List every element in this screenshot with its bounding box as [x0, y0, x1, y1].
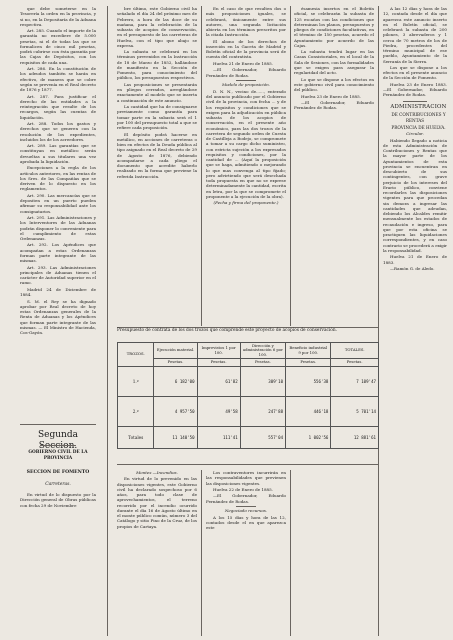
col2-para: Las proposiciones se presentarán en pliegos cerrados, arreglándose exactamente al modelo que se inserta a continuación de este anuncio. [117, 81, 197, 103]
col3-para: En el caso de que resulten dos o más proposiciones iguales, se celebrará, únicamente entre sus autores, una segunda licitación abierta en los términos prescritos por la citada Instrucción. [206, 6, 286, 38]
col1-para: Art. 286. En la constitución de los adeudos también se harán en efectivo, de manera que se cobre según se prevenía en el Real decreto de 1876 y 1877. [20, 66, 96, 93]
model-title: Modelo de proposición. [221, 82, 271, 88]
col2-para: La subasta se celebrará en los términos prevenidos en la Instrucción de 18 de Marzo de 1852, hallándose de manifiesto en la Sección de Fomento, para conocimiento del público, los presupuestos respectivos. [117, 49, 197, 81]
column-2-lower [117, 470, 197, 640]
cell: 4 957'50 [154, 396, 197, 426]
col1-last-para: En virtud de lo dispuesto por la Dirección general de Obras públicas con fecha 29 de Noviembre [20, 492, 96, 508]
admin-subheading: DE CONTRIBUCIONES Y RENTAS [391, 112, 446, 123]
circular-label: Circular. [406, 131, 424, 137]
column-1 [20, 6, 96, 424]
montes-para: En virtud de lo prevenido en las disposiciones vigentes, este Gobierno civil ha declarado sospechoso por 6 años, para todo clase de aprovechamientos, el terreno recorrido por el incendio ocurrido durante el día 16 de Agosto último en el monte público común, número 3 del Catálogo y sitio Pino de la Cruz, de los propios de Cartaya. [117, 476, 197, 529]
col3-signature: —El Gobernador, Eduardo Fernández de Rodas. [206, 67, 286, 78]
col3b-date: Huelva 22 de Enero de 1885. [213, 486, 273, 492]
column-2 [117, 6, 197, 326]
montes-title: Montes —Incendios. [136, 470, 178, 475]
col1-closing: S. M. el Rey se ha dignado aprobar por Real decreto de hoy estas Ordenanzas generales de la Renta de Aduanas y los Apéndices que forman parte integrante de las mismas. — El Ministro de Hacienda, Cos-Gayón. [20, 298, 96, 335]
subject-heading: Carreteras. [45, 482, 71, 487]
col2-para: El depósito podrá hacerse en metálico, en acciones de carreteras o bien en efectos de la Deuda pública al tipo asignado en el Real decreto de 29 de Agosto de 1876, debiendo acompañarse a cada pliego el documento que acredite haberlo realizado en la forma que previene la referida Instrucción. [117, 131, 197, 179]
col4-date: Huelva 23 de Enero de 1885. [301, 93, 361, 99]
col1-para: que debe someterse en la Tesorería la orden en la provincia, y si no, en la Depositaría de la Aduana respectiva. [20, 6, 96, 27]
th-totales: TOTALES. [331, 343, 379, 359]
cell: 446'18 [286, 396, 331, 426]
cell: 6 182'00 [154, 366, 197, 396]
th-imprevistos: Imprevistos 1 por 100. [197, 343, 240, 359]
total-cell: 12 881'61 [331, 426, 379, 448]
col2-para: La cantidad que ha de consignarse previamente como garantía para tomar parte en la subasta será el 1 por 100 del presupuesto total a que se refiere cada proposición. [117, 104, 197, 131]
th-units: Pesetas. [286, 359, 331, 366]
col3b-para: Los contraventores incurrirán en las responsabilidades que previenen las disposiciones vigentes. [206, 470, 286, 486]
col4-signature: —El Gobernador, Eduardo Fernández de Rodas. [294, 100, 374, 111]
cell: 49'58 [197, 396, 240, 426]
col2-para: bre último, este Gobierno civil ha señalado el día 24 del próximo mes de Febrero, a hora de las doce de su mañana, para la celebración de la subasta de acopios de conservación, en el presupuesto de las carreteras de Huelva, con el tipo que abajo se expresa. [117, 6, 197, 48]
negociado-title: Negociado recursos. [224, 508, 268, 514]
col5-date: Huelva 23 de Enero 1883.—El Gobernador, Eduardo Fernández de Rodas. [383, 81, 447, 98]
col1-para: Art. 287. Para justificar el derecho de las entidades a la reintegración que resulte de los recargos, según las cuentas de liquidación. [20, 93, 96, 120]
section-title: Segunda Seccion. [38, 430, 78, 451]
col4-para: ésamesia insertos en el Boletín oficial, se celebrarán la subasta de 125 escaños con las condiciones que determinan los planos, presupuestos y pliegos de condiciones facultativas, en el término de 150 pesetas, acuerdo el Ayuntamiento por acuerdo de las Cajas. [294, 6, 374, 48]
model-firma: (Fecha y firma del proponente.) [213, 200, 279, 206]
col1-para: Art. 293. Las Administraciones principales de Aduanas tienen el carácter de Autoridad superior en el ramo. [20, 264, 96, 286]
col3b-signature: —El Gobernador, Eduardo Fernández de Rodas. [206, 493, 286, 504]
department-heading: SECCION DE FOMENTO [26, 470, 90, 475]
col5-date: Huelva 21 de Enero de 1883. [383, 254, 447, 265]
total-label: Totales [118, 426, 154, 448]
column-3 [206, 6, 286, 326]
col1-para: Art. 290. Las mercancías que se depositen en un puerto pueden afirmar su responsabilidad ante los consignatarios. [20, 192, 96, 214]
th-units: Pesetas. [331, 359, 379, 366]
col1-para: Art. 289. Las garantías que se constituyan en metálico serán devueltas a sus titulares una vez aprobada la liquidación. [20, 143, 96, 164]
total-cell: 557'04 [240, 426, 285, 448]
col1-date: Madrid 24 de Diciembre de 1884. [20, 286, 96, 298]
column-divider [107, 6, 108, 636]
cell: 61'82 [197, 366, 240, 396]
col1-para: Art. 285. Cuando el importe de la garantía no excediere de 5.000 pesetas, ni el de todas las que se formalicen de cinco mil pesetas, podrá cubrirse con ésta garantía por las Cajas de Depósitos, con los requisitos de cada una. [20, 28, 96, 65]
col5-signature: —Ramón G. de Aledo. [390, 266, 435, 272]
government-heading: GOBIERNO CIVIL DE LA PROVINCIA [28, 450, 88, 461]
col1-para: Art. 288. Todos los gastos y derechos que se generen con la resolución de los expedientes, incluidos los de los acreedores. [20, 121, 96, 142]
row-order: 2.º [118, 396, 154, 426]
column-divider [201, 6, 202, 326]
row-order: 1.º [118, 366, 154, 396]
col1-para: Art. 291. Las Administraciones y los Interventores de las Aduanas podrán disponer lo conveniente para el cumplimiento de estas Ordenanzas. [20, 215, 96, 241]
th-units: Pesetas. [154, 359, 197, 366]
column-4 [294, 6, 374, 326]
model-text: D. N. N., vecino de......, enterado del anuncio publicado por el Gobierno civil de la provincia, con fecha ... y de los requisitos y condiciones que se exigen para la adjudicación en pública subasta de los acopios de conservación, en el presente año económico, para las dos trozos de la carretera de segundo orden de Cuesta de Castilleja a Bodejo, se compromete a tomar a su cargo dicho suministro, con estricta sujeción a los expresados requisitos y condiciones, por la cantidad de ... (Aquí la proposición que se haga, admitiendo o mejorando lo que mas convenga al tipo fijado; pero advirtiendo que será desechada toda propuesta en que no se exprese determinadamente la cantidad, escrita en letra, por la que se compromete el proponente a la ejecución de la obra). [206, 88, 286, 199]
divider [236, 80, 256, 81]
col5-para: Los que se dispone a los efectos en el presente anuncio de la Sección de Fomento. [383, 64, 447, 81]
cell: 7 109'47 [331, 366, 379, 396]
col5-para: Habiendo llegado a noticia de esta Administración de Contribuciones y Rentas que la mayor parte de los Ayuntamientos de esta provincia se encuentran en descubierto de sus contingentes, con grave perjuicio de los intereses del Erario público, conviene recordarles las disposiciones vigentes para que procedan sin demora a ingresar las cantidades que adeudan, debiendo los Alcaldes remitir mensualmente los estados de recaudación e ingreso, para que por esta oficina se practiquen las liquidaciones correspondientes, y en caso contrario se procederá a exigir la responsabilidad. [383, 137, 447, 253]
th-units: Pesetas. [197, 359, 240, 366]
column-divider [290, 6, 291, 326]
th-units: Pesetas. [240, 359, 285, 366]
cell: 5 701'14 [331, 396, 379, 426]
total-cell: 11 140'50 [154, 426, 197, 448]
th-trozos: TROZOS. [118, 343, 154, 367]
total-cell: 111'41 [197, 426, 240, 448]
col3-para: El abono de los derechos de inserción en la Gaceta de Madrid y Boletín oficial de la provincia será de cuenta del contratista. [206, 38, 286, 60]
cell: 556'38 [286, 366, 331, 396]
th-direccion: Dirección y administración 6 por 100. [240, 343, 285, 359]
column-divider [290, 470, 291, 636]
column-divider [201, 470, 202, 636]
divider [20, 424, 96, 425]
col5-para: A las 12 días y hora de las 12, contada desde el día que aparezca este anuncio inserto en el Boletín oficial, se celebrará la subasta de 200 pilones, 3 abrevaderos y 1 cerca de 70 metros de los de Piedra, procedentes del término municipal de ese pueblo, Ayuntamiento de la Serranía de la Sierra. [383, 6, 447, 64]
col1-para: Excepciones a la regla de los artículos anteriores, en las rentas de los Sres. de las Compañías que se deriven de lo dispuesto en los reglamentos. [20, 165, 96, 192]
column-divider [378, 6, 379, 636]
th-ejecucion: Ejecución material. [154, 343, 197, 359]
total-cell: 1 002'56 [286, 426, 331, 448]
col4-para: Lo que se dispone a los efectos en este gobierno civil para conocimiento del público. [294, 76, 374, 93]
admin-heading: ADMINISTRACION [390, 104, 447, 111]
cell: 309'10 [240, 366, 285, 396]
col3-date: Huelva 21 de Enero de 1885. [213, 60, 273, 66]
col3b-last: A los 15 días y hora de las 12, contados desde el en que aparezca este [206, 514, 286, 531]
th-beneficio: Beneficio industrial 9 por 100. [286, 343, 331, 359]
divider [236, 506, 256, 507]
budget-title: Presupuesto de contrata de los dos trozos que comprende este proyecto de acopios de conservación. [117, 328, 338, 333]
column-3-lower [206, 470, 286, 640]
col1-para: Art. 292. Los Apéndices que acompañan a estas Ordenanzas forman parte integrante de las mismas. [20, 242, 96, 264]
divider [403, 101, 427, 102]
cell: 247'88 [240, 396, 285, 426]
budget-table [117, 342, 379, 449]
column-5 [383, 6, 447, 640]
col1-last [20, 492, 96, 512]
province-heading: PROVINCIA DE HUELVA. [391, 124, 446, 130]
divider [117, 464, 379, 465]
divider [40, 445, 76, 446]
col4-para: La subasta tendrá lugar en las Casas Consistoriales, en el local de la Sala de Sesiones, con las formalidades que se exigen para asegurar la regularidad del acto. [294, 49, 374, 76]
